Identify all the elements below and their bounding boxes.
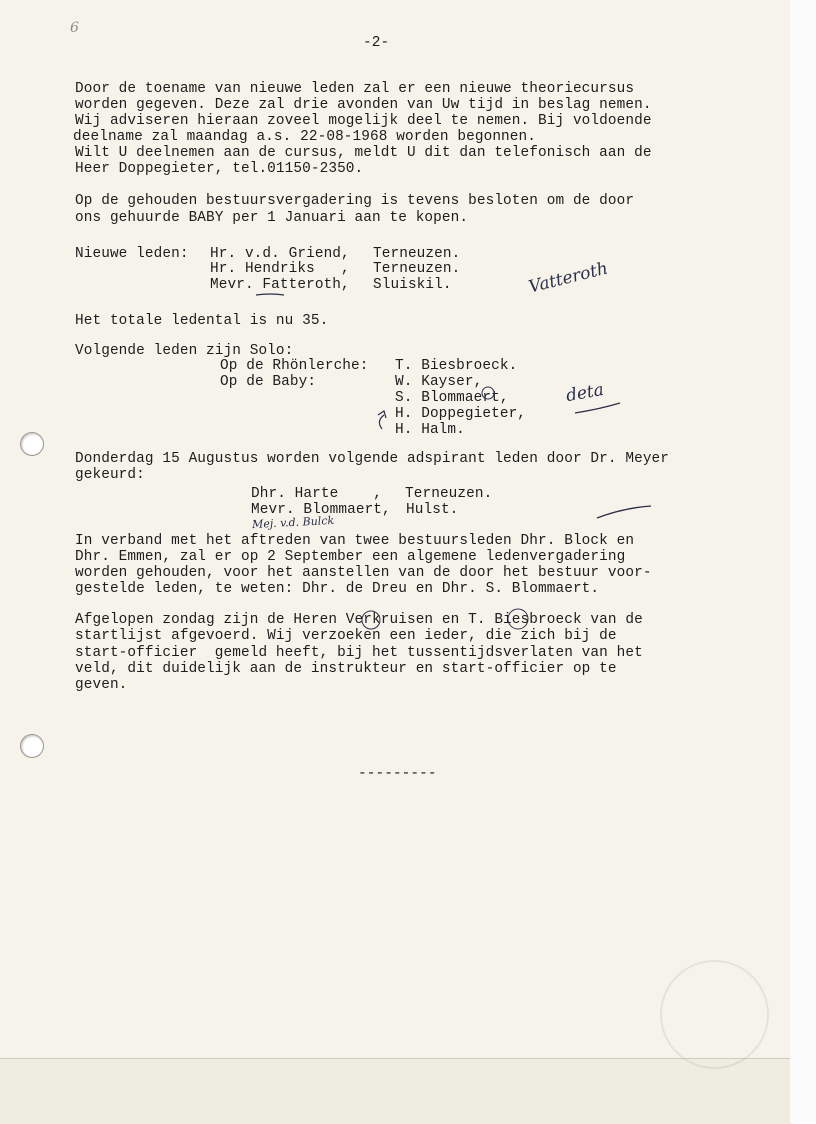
inspection-intro-line: gekeurd: xyxy=(75,467,145,483)
paragraph-line: Dhr. Emmen, zal er op 2 September een algemene ledenvergadering xyxy=(75,549,626,565)
paragraph-line: ons gehuurde BABY per 1 Januari aan te kopen. xyxy=(75,210,469,226)
new-members-label: Nieuwe leden: xyxy=(75,246,189,262)
member-place: Terneuzen. xyxy=(373,246,461,262)
paragraph-line: geven. xyxy=(75,677,128,693)
paragraph-line: deelname zal maandag a.s. 22-08-1968 worden begonnen. xyxy=(73,129,536,145)
handwritten-note-deta: deta xyxy=(564,379,606,407)
member-place: Terneuzen. xyxy=(373,261,461,277)
punch-hole-upper xyxy=(20,432,44,456)
closing-separator: --------- xyxy=(358,766,437,782)
member-name: Hr. v.d. Griend, xyxy=(210,246,350,262)
inspection-intro-line: Donderdag 15 Augustus worden volgende adspirant leden door Dr. Meyer xyxy=(75,451,670,467)
candidate-place: Terneuzen. xyxy=(405,486,493,502)
solo-intro: Volgende leden zijn Solo: xyxy=(75,343,294,359)
solo-member: S. Blommaert, xyxy=(395,390,509,406)
paragraph-line: start-officier gemeld heeft, bij het tussentijdsverlaten van het xyxy=(75,645,643,661)
paragraph-line: Afgelopen zondag zijn de Heren Verkruisen en T. Biesbroeck van de xyxy=(75,612,643,628)
paragraph-line: worden gegeven. Deze zal drie avonden van Uw tijd in beslag nemen. xyxy=(75,97,652,113)
paragraph-line: veld, dit duidelijk aan de instrukteur en start-officier op te xyxy=(75,661,617,677)
member-name: Hr. Hendriks , xyxy=(210,261,350,277)
member-name: Mevr. Fatteroth, xyxy=(210,277,350,293)
member-place: Sluiskil. xyxy=(373,277,452,293)
page-number: -2- xyxy=(363,35,390,51)
solo-member: W. Kayser, xyxy=(395,374,483,390)
aircraft-rhonlerche: Op de Rhönlerche: xyxy=(220,358,369,374)
faded-stamp-mark xyxy=(660,960,769,1069)
candidate-name: Dhr. Harte , xyxy=(251,486,383,502)
paragraph-line: Wij adviseren hieraan zoveel mogelijk deel te nemen. Bij voldoende xyxy=(75,113,652,129)
paragraph-line: startlijst afgevoerd. Wij verzoeken een ieder, die zich bij de xyxy=(75,628,617,644)
candidate-name: Mevr. Blommaert, xyxy=(251,502,391,518)
paragraph-line: Wilt U deelnemen aan de cursus, meldt U dit dan telefonisch aan de xyxy=(75,145,652,161)
underline-fatteroth xyxy=(255,292,285,298)
page-right-margin xyxy=(790,0,816,1123)
paragraph-line: worden gehouden, voor het aanstellen van de door het bestuur voor- xyxy=(75,565,652,581)
margin-mark: 6 xyxy=(70,20,79,36)
paragraph-line: Heer Doppegieter, tel.01150-2350. xyxy=(75,161,364,177)
aircraft-baby: Op de Baby: xyxy=(220,374,317,390)
solo-member: H. Halm. xyxy=(395,422,465,438)
handwritten-correction-vatteroth: Vatteroth xyxy=(526,258,610,298)
handwritten-dash xyxy=(595,502,655,522)
candidate-place: Hulst. xyxy=(406,502,459,518)
paragraph-line: Op de gehouden bestuursvergadering is tevens besloten om de door xyxy=(75,193,635,209)
handwritten-circle-marks xyxy=(355,606,535,636)
solo-member: T. Biesbroeck. xyxy=(395,358,518,374)
page-bottom-strip xyxy=(0,1058,790,1124)
solo-member: H. Doppegieter, xyxy=(395,406,527,422)
handwritten-swap-marks xyxy=(370,385,630,435)
punch-hole-lower xyxy=(20,734,44,758)
paragraph-line: Door de toename van nieuwe leden zal er een nieuwe theoriecursus xyxy=(75,81,635,97)
paragraph-line: In verband met het aftreden van twee bestuursleden Dhr. Block en xyxy=(75,533,635,549)
paragraph-line: gestelde leden, te weten: Dhr. de Dreu en Dhr. S. Blommaert. xyxy=(75,581,600,597)
handwritten-note-candidate: Mej. v.d. Bulck xyxy=(251,513,335,532)
total-members: Het totale ledental is nu 35. xyxy=(75,313,329,329)
